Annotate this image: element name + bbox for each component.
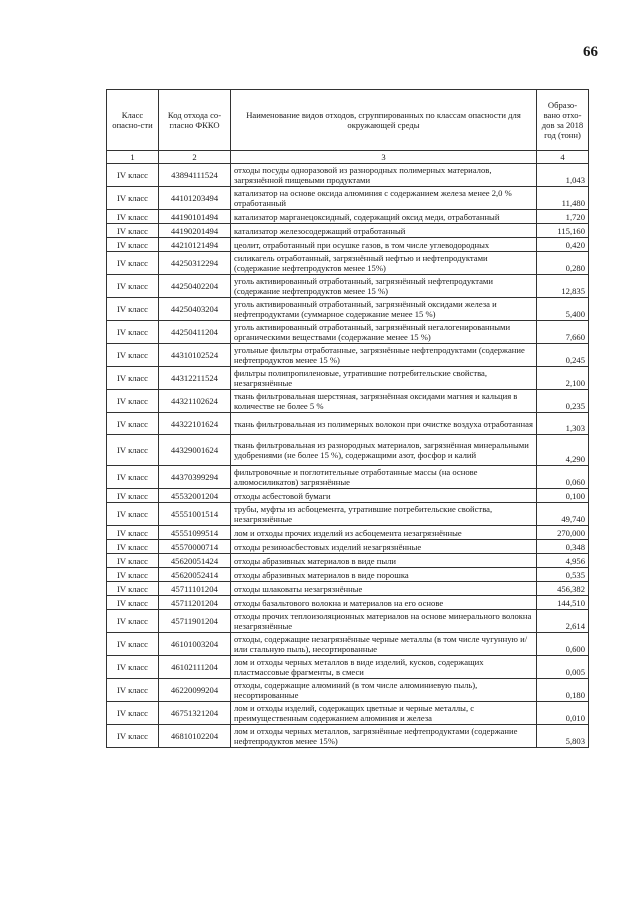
hazard-class-cell: IV класс	[107, 610, 159, 633]
fkko-code-cell: 46101003204	[159, 633, 231, 656]
quantity-cell: 2,100	[537, 367, 589, 390]
column-number: 3	[231, 151, 537, 164]
quantity-cell: 0,420	[537, 238, 589, 252]
waste-table	[106, 89, 589, 748]
table-row	[107, 540, 589, 554]
hazard-class-cell: IV класс	[107, 298, 159, 321]
table-row	[107, 633, 589, 656]
table-row	[107, 238, 589, 252]
table-row	[107, 489, 589, 503]
hazard-class-cell: IV класс	[107, 554, 159, 568]
hazard-class-cell: IV класс	[107, 503, 159, 526]
waste-name-cell: ткань фильтровальная из разнородных материалов, загрязнённая минеральными удобрениями (не более 15 %), содержащими азот, фосфор и калий	[231, 435, 537, 466]
table-row	[107, 321, 589, 344]
waste-name-cell: отходы шлаковаты незагрязнённые	[231, 582, 537, 596]
fkko-code-cell: 44312211524	[159, 367, 231, 390]
quantity-cell: 5,400	[537, 298, 589, 321]
fkko-code-cell: 45551099514	[159, 526, 231, 540]
hazard-class-cell: IV класс	[107, 210, 159, 224]
header-class: Класс опасно-сти	[107, 90, 159, 151]
hazard-class-cell: IV класс	[107, 187, 159, 210]
header-qty: Образо-вано отхо-дов за 2018 год (тонн)	[537, 90, 589, 151]
waste-name-cell: фильтровочные и поглотительные отработанные массы (на основе алюмосиликатов) загрязнённые	[231, 466, 537, 489]
quantity-cell: 0,060	[537, 466, 589, 489]
quantity-cell: 7,660	[537, 321, 589, 344]
hazard-class-cell: IV класс	[107, 582, 159, 596]
table-row	[107, 390, 589, 413]
table-row	[107, 466, 589, 489]
table-row	[107, 344, 589, 367]
quantity-cell: 115,160	[537, 224, 589, 238]
quantity-cell: 456,382	[537, 582, 589, 596]
quantity-cell: 270,000	[537, 526, 589, 540]
table-row	[107, 554, 589, 568]
quantity-cell: 0,005	[537, 656, 589, 679]
table-row	[107, 224, 589, 238]
waste-name-cell: уголь активированный отработанный, загрязнённый негалогенированными органическими веществами (содержание менее 15 %)	[231, 321, 537, 344]
fkko-code-cell: 46751321204	[159, 702, 231, 725]
quantity-cell: 1,303	[537, 413, 589, 435]
fkko-code-cell: 43894111524	[159, 164, 231, 187]
waste-name-cell: отходы, содержащие алюминий (в том числе алюминиевую пыль), несортированные	[231, 679, 537, 702]
table-row	[107, 568, 589, 582]
fkko-code-cell: 46220099204	[159, 679, 231, 702]
table-row	[107, 610, 589, 633]
waste-name-cell: ткань фильтровальная из полимерных волокон при очистке воздуха отработанная	[231, 413, 537, 435]
waste-name-cell: катализатор железосодержащий отработанный	[231, 224, 537, 238]
table-row	[107, 210, 589, 224]
quantity-cell: 12,835	[537, 275, 589, 298]
fkko-code-cell: 44190101494	[159, 210, 231, 224]
quantity-cell: 11,480	[537, 187, 589, 210]
fkko-code-cell: 44190201494	[159, 224, 231, 238]
quantity-cell: 1,720	[537, 210, 589, 224]
fkko-code-cell: 44250411204	[159, 321, 231, 344]
hazard-class-cell: IV класс	[107, 540, 159, 554]
quantity-cell: 2,614	[537, 610, 589, 633]
fkko-code-cell: 44322101624	[159, 413, 231, 435]
table-row	[107, 656, 589, 679]
fkko-code-cell: 46810102204	[159, 725, 231, 748]
table-row	[107, 679, 589, 702]
page-number: 66	[583, 44, 598, 60]
fkko-code-cell: 45570000714	[159, 540, 231, 554]
table-row	[107, 413, 589, 435]
quantity-cell: 5,803	[537, 725, 589, 748]
hazard-class-cell: IV класс	[107, 275, 159, 298]
hazard-class-cell: IV класс	[107, 526, 159, 540]
hazard-class-cell: IV класс	[107, 413, 159, 435]
hazard-class-cell: IV класс	[107, 568, 159, 582]
hazard-class-cell: IV класс	[107, 633, 159, 656]
table-row	[107, 252, 589, 275]
fkko-code-cell: 44370399294	[159, 466, 231, 489]
waste-name-cell: ткань фильтровальная шерстяная, загрязнённая оксидами магния и кальция в количестве не более 5 %	[231, 390, 537, 413]
waste-name-cell: цеолит, отработанный при осушке газов, в том числе углеводородных	[231, 238, 537, 252]
table-row	[107, 298, 589, 321]
hazard-class-cell: IV класс	[107, 390, 159, 413]
quantity-cell: 4,290	[537, 435, 589, 466]
table-row	[107, 435, 589, 466]
waste-name-cell: угольные фильтры отработанные, загрязнённые нефтепродуктами (содержание нефтепродуктов менее 15 %)	[231, 344, 537, 367]
hazard-class-cell: IV класс	[107, 252, 159, 275]
hazard-class-cell: IV класс	[107, 224, 159, 238]
fkko-code-cell: 45711901204	[159, 610, 231, 633]
fkko-code-cell: 44250403204	[159, 298, 231, 321]
hazard-class-cell: IV класс	[107, 367, 159, 390]
fkko-code-cell: 45620051424	[159, 554, 231, 568]
waste-name-cell: фильтры полипропиленовые, утратившие потребительские свойства, незагрязнённые	[231, 367, 537, 390]
table-row	[107, 503, 589, 526]
table-row	[107, 702, 589, 725]
table-row	[107, 582, 589, 596]
waste-name-cell: трубы, муфты из асбоцемента, утратившие потребительские свойства, незагрязнённые	[231, 503, 537, 526]
waste-name-cell: отходы базальтового волокна и материалов на его основе	[231, 596, 537, 610]
waste-name-cell: уголь активированный отработанный, загрязнённый нефтепродуктами (содержание нефтепродуктов менее 15 %)	[231, 275, 537, 298]
waste-name-cell: отходы абразивных материалов в виде порошка	[231, 568, 537, 582]
table-row	[107, 725, 589, 748]
column-number: 2	[159, 151, 231, 164]
table-row	[107, 367, 589, 390]
waste-name-cell: лом и отходы прочих изделий из асбоцемента незагрязнённые	[231, 526, 537, 540]
quantity-cell: 0,348	[537, 540, 589, 554]
header-row	[107, 90, 589, 151]
header-name: Наименование видов отходов, сгруппированных по классам опасности для окружающей среды	[231, 90, 537, 151]
table-row	[107, 164, 589, 187]
column-number-row	[107, 151, 589, 164]
waste-name-cell: отходы абразивных материалов в виде пыли	[231, 554, 537, 568]
hazard-class-cell: IV класс	[107, 238, 159, 252]
quantity-cell: 0,100	[537, 489, 589, 503]
waste-name-cell: лом и отходы черных металлов в виде изделий, кусков, содержащих пластмассовые фрагменты, в смеси	[231, 656, 537, 679]
waste-name-cell: отходы асбестовой бумаги	[231, 489, 537, 503]
waste-name-cell: отходы прочих теплоизоляционных материалов на основе минерального волокна незагрязнённые	[231, 610, 537, 633]
waste-name-cell: отходы посуды одноразовой из разнородных полимерных материалов, загрязнённой пищевыми продуктами	[231, 164, 537, 187]
quantity-cell: 0,280	[537, 252, 589, 275]
hazard-class-cell: IV класс	[107, 321, 159, 344]
hazard-class-cell: IV класс	[107, 596, 159, 610]
quantity-cell: 0,535	[537, 568, 589, 582]
hazard-class-cell: IV класс	[107, 489, 159, 503]
fkko-code-cell: 44101203494	[159, 187, 231, 210]
fkko-code-cell: 44329001624	[159, 435, 231, 466]
table-row	[107, 596, 589, 610]
quantity-cell: 144,510	[537, 596, 589, 610]
quantity-cell: 0,180	[537, 679, 589, 702]
fkko-code-cell: 46102111204	[159, 656, 231, 679]
waste-name-cell: катализатор на основе оксида алюминия с содержанием железа менее 2,0 % отработанный	[231, 187, 537, 210]
fkko-code-cell: 45551001514	[159, 503, 231, 526]
fkko-code-cell: 45711101204	[159, 582, 231, 596]
waste-name-cell: катализатор марганецоксидный, содержащий оксид меди, отработанный	[231, 210, 537, 224]
fkko-code-cell: 44321102624	[159, 390, 231, 413]
fkko-code-cell: 44210121494	[159, 238, 231, 252]
quantity-cell: 49,740	[537, 503, 589, 526]
waste-name-cell: отходы резиноасбестовых изделий незагрязнённые	[231, 540, 537, 554]
column-number: 4	[537, 151, 589, 164]
quantity-cell: 0,010	[537, 702, 589, 725]
table-row	[107, 275, 589, 298]
hazard-class-cell: IV класс	[107, 679, 159, 702]
quantity-cell: 0,235	[537, 390, 589, 413]
hazard-class-cell: IV класс	[107, 725, 159, 748]
fkko-code-cell: 44250312294	[159, 252, 231, 275]
hazard-class-cell: IV класс	[107, 435, 159, 466]
fkko-code-cell: 45620052414	[159, 568, 231, 582]
table-row	[107, 526, 589, 540]
quantity-cell: 1,043	[537, 164, 589, 187]
fkko-code-cell: 45711201204	[159, 596, 231, 610]
hazard-class-cell: IV класс	[107, 164, 159, 187]
hazard-class-cell: IV класс	[107, 702, 159, 725]
waste-name-cell: уголь активированный отработанный, загрязнённый оксидами железа и нефтепродуктами (суммарное содержание менее 15 %)	[231, 298, 537, 321]
quantity-cell: 0,245	[537, 344, 589, 367]
fkko-code-cell: 44310102524	[159, 344, 231, 367]
hazard-class-cell: IV класс	[107, 656, 159, 679]
quantity-cell: 0,600	[537, 633, 589, 656]
hazard-class-cell: IV класс	[107, 466, 159, 489]
fkko-code-cell: 45532001204	[159, 489, 231, 503]
hazard-class-cell: IV класс	[107, 344, 159, 367]
quantity-cell: 4,956	[537, 554, 589, 568]
fkko-code-cell: 44250402204	[159, 275, 231, 298]
column-number: 1	[107, 151, 159, 164]
table-row	[107, 187, 589, 210]
waste-name-cell: силикагель отработанный, загрязнённый нефтью и нефтепродуктами (содержание нефтепродуктов менее 15%)	[231, 252, 537, 275]
waste-name-cell: лом и отходы изделий, содержащих цветные и черные металлы, с преимущественным содержанием алюминия и железа	[231, 702, 537, 725]
waste-name-cell: лом и отходы черных металлов, загрязнённые нефтепродуктами (содержание нефтепродуктов менее 15%)	[231, 725, 537, 748]
waste-name-cell: отходы, содержащие незагрязнённые черные металлы (в том числе чугунную и/или стальную пыль), несортированные	[231, 633, 537, 656]
header-code: Код отхода со-гласно ФККО	[159, 90, 231, 151]
